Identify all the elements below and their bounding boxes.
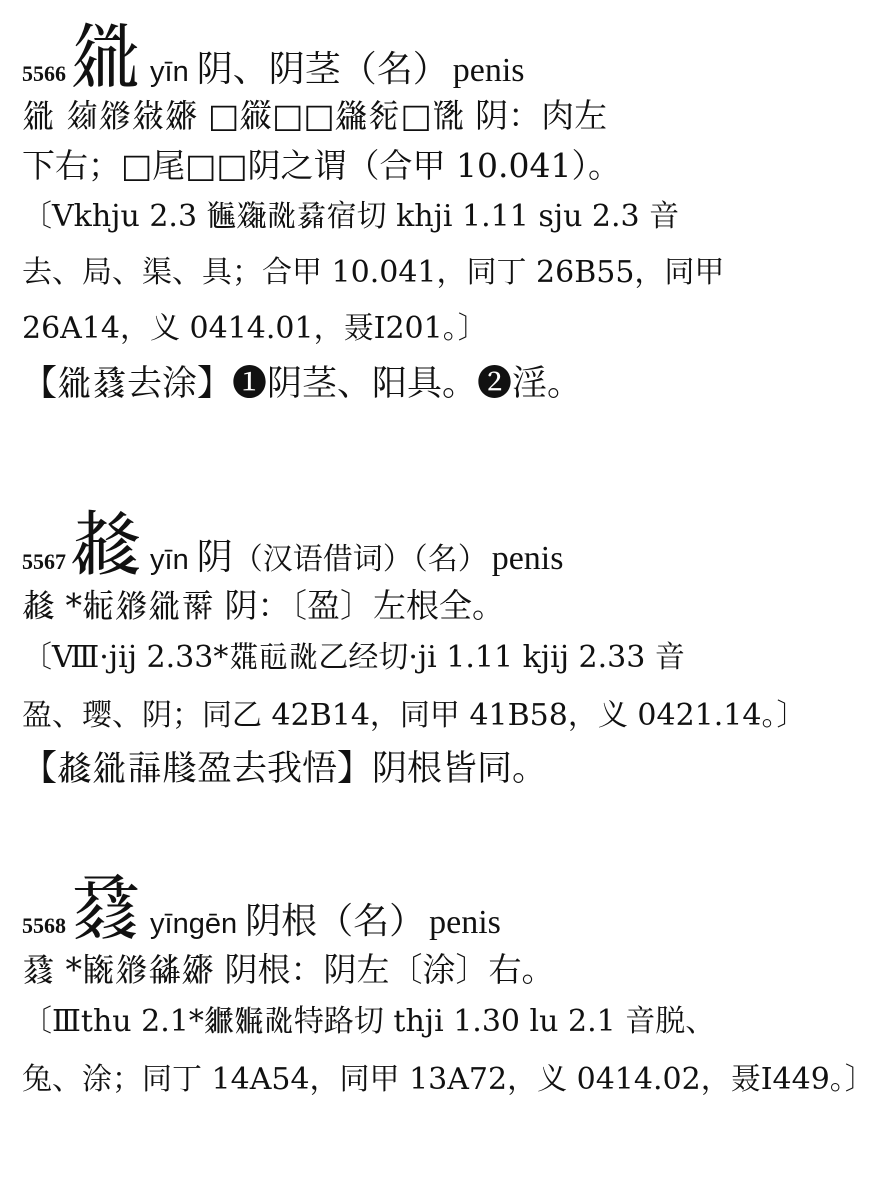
entry-number: 5566 xyxy=(22,61,66,86)
entry-number: 5567 xyxy=(22,549,66,574)
tangut-headword: 𗥦 xyxy=(70,14,141,98)
entry-5568 xyxy=(22,866,875,1098)
analysis-line: 下右；□尾□□阴之谓（合甲 10.041）。 xyxy=(22,145,621,185)
chinese-gloss: 阴根 xyxy=(245,901,318,942)
part-of-speech: （名） xyxy=(340,49,449,90)
entry-number: 5568 xyxy=(22,913,66,938)
reference-line: 盈、璎、阴；同乙 42B14，同甲 41B58，义 0421.14。〕 xyxy=(22,697,807,733)
reference-line: 去、局、渠、具；合甲 10.041，同丁 26B55，同甲 xyxy=(22,255,725,291)
reference-line: 〔Ⅷ·jij 2.33*𗶷𗷠𗰚乙经切·ji 1.11 kjij 2.33 音 xyxy=(22,639,685,675)
english-gloss: penis xyxy=(491,540,564,577)
entry-5566 xyxy=(22,14,725,405)
pronunciation: yīn xyxy=(150,544,189,576)
entry-header xyxy=(22,14,696,98)
analysis-line: 𗲔 *𗺁𗧁𗻍𗩍 阴根：阴左〔涂〕右。 xyxy=(22,950,555,989)
pronunciation: yīngēn xyxy=(150,908,238,940)
reference-line: 26A14，义 0414.01，聂Ⅰ201。〕 xyxy=(22,311,488,347)
chinese-gloss: 阴、阴茎 xyxy=(196,49,341,90)
tangut-headword: 𗳕 xyxy=(70,502,141,586)
entry-header xyxy=(22,866,696,950)
part-of-speech: （汉语借词）（名） xyxy=(232,542,488,577)
chinese-gloss: 阴 xyxy=(196,537,233,578)
pronunciation: yīn xyxy=(150,56,189,88)
reference-line: 兔、涂；同丁 14A54，同甲 13A72，义 0414.02，聂Ⅰ449。〕 xyxy=(22,1061,875,1097)
reference-line: 〔Ⅴkhju 2.3 𗮿𗯥𗰚𗱣宿切 khji 1.11 sju 2.3 音 xyxy=(22,199,680,235)
analysis-line: 𗳕 *𗴐𗧁𗥦𗵅 阴：〔盈〕左根全。 xyxy=(22,586,505,625)
definition-line: 【𗳕𗥦𗸿𗹦盈去我悟】阴根皆同。 xyxy=(22,748,548,789)
reference-line: 〔Ⅲthu 2.1*𗼁𗽢𗰚特路切 thji 1.30 lu 2.1 音脱、 xyxy=(22,1003,716,1039)
definition-line: 【𗥦𗲔去涂】❶阴茎、阳具。❷淫。 xyxy=(22,364,583,405)
analysis-line: 𗥦 𗦻𗧁𗨀𗩍 □𗪡□□𗫈𗬣□𗭮 阴：肉左 xyxy=(22,96,608,135)
english-gloss: penis xyxy=(429,904,501,941)
entry-5567 xyxy=(22,502,807,790)
entry-header xyxy=(22,502,696,586)
part-of-speech: （名） xyxy=(317,901,426,942)
english-gloss: penis xyxy=(452,52,525,89)
tangut-headword: 𗲔 xyxy=(70,866,141,950)
